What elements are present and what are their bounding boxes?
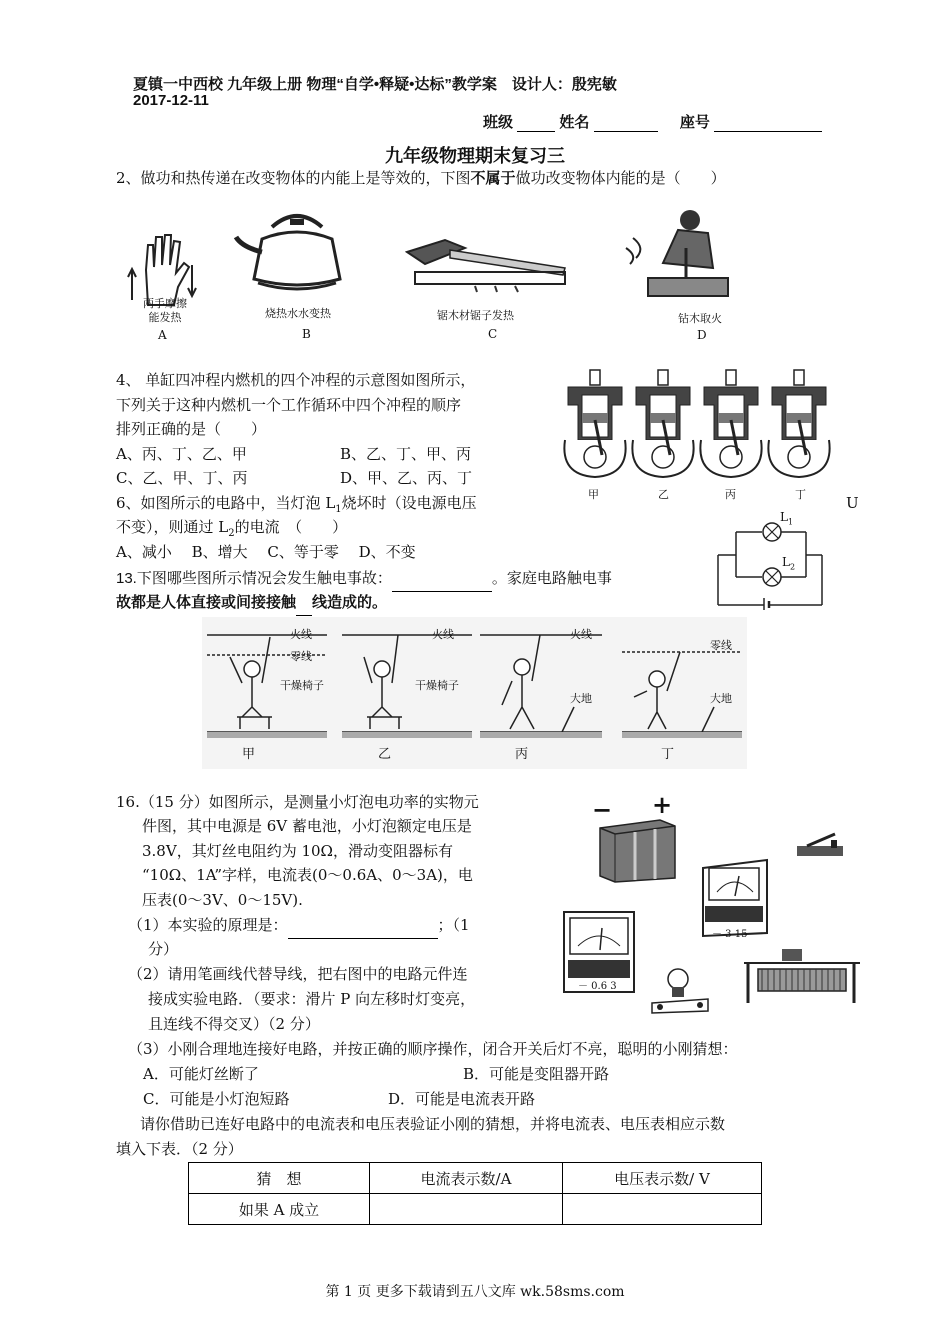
fig-c-letter: C [488,327,498,341]
q4-option-a: A、丙、丁、乙、甲 [116,445,247,463]
q16-option-d: D．可能是电流表开路 [388,1090,536,1108]
q2-stem [116,166,726,191]
q6-sub: 1 [335,504,342,515]
live-wire-label-2: 火线 [432,628,454,641]
ground-label-3: 大地 [570,692,592,705]
l2-sub: 2 [789,562,796,572]
header-line: 夏镇一中西校 九年级上册 物理“自学•释疑•达标”教学案 设计人：殷宪敏 [133,76,617,93]
q6-options: A、减小 B、增大 C、等于零 D、不变 [116,543,416,561]
student-info [483,111,822,132]
q6-text: 不变），则通过 L [116,518,229,536]
q13-text: 故都是人体直接或间接接触 [116,594,297,611]
q13-blank-1[interactable] [392,566,492,592]
shock-fig-yi: 乙 [378,747,392,762]
table-cell: 如果 A 成立 [189,1194,370,1225]
table-cell-input[interactable] [563,1194,762,1225]
page-footer: 第 1 页 更多下载请到五八文库 wk.58sms.com [325,1284,625,1300]
shock-fig-jia: 甲 [242,747,256,762]
circuit-l1-label [780,510,793,526]
fig-d-letter: D [697,328,707,342]
table-header-row [189,1163,762,1194]
q4-line3: 排列正确的是（ ） [116,420,267,438]
fig-b-letter: B [302,327,311,341]
q16-part1-text: （1）本实验的原理是： [128,916,288,934]
header-date: 2017-12-11 [133,92,209,109]
page-title: 九年级物理期末复习三 [385,146,565,167]
seat-blank[interactable] [714,114,822,132]
q16-ask-line1: 请你借助已连好电路中的电流表和电压表验证小刚的猜想，并将电流表、电压表相应示数 [140,1115,726,1133]
battery-plus-label: + [652,790,673,819]
q2-text: 2、做功和热传递在改变物体的内能上是等效的，下图 [116,169,471,187]
q4-option-d: D、甲、乙、丙、丁 [340,469,473,487]
q16-option-a: A．可能灯丝断了 [143,1065,259,1083]
switch-icon[interactable] [795,830,845,860]
voltmeter-terminals: － 3 15 [712,929,748,940]
shock-fig-bing: 丙 [515,747,529,762]
q16-part2-line1: （2）请用笔画线代替导线，把右图中的电路元件连 [128,965,468,983]
rheostat-icon[interactable] [742,945,862,1007]
seat-label: 座号 [679,114,710,131]
q16-line5: 压表(0～3V、0～15V). [142,891,303,909]
q13-text: 13.下图哪些图所示情况会发生触电事故： [116,570,392,587]
engine-cylinder-icon [564,370,625,477]
engine-label-jia: 甲 [588,488,599,501]
q16-line4: “10Ω、1A”字样，电流表(0～0.6A、0～3A)，电 [142,866,473,884]
engine-label-ding: 丁 [795,488,806,501]
q16-option-b: B．可能是变阻器开路 [463,1065,610,1083]
q13-text: 。家庭电路触电事 [491,570,612,587]
q2-emphasis: 不属于 [470,170,516,187]
q13-blank-2[interactable] [296,590,312,616]
q4-option-c: C、乙、甲、丁、丙 [116,469,248,487]
l1-text: L [780,510,788,524]
q16-ask-line2: 填入下表．（2 分） [116,1140,243,1158]
ground-label-4: 大地 [710,692,732,705]
q16-part2-line2: 接成实验电路．（要求：滑片 P 向左移时灯变亮， [148,990,476,1008]
table-header: 电压表示数/ V [563,1163,762,1194]
principle-blank[interactable] [288,913,438,939]
engine-label-bing: 丙 [725,488,736,501]
q6-sub: 2 [228,528,235,539]
q16-line1: 16.（15 分）如图所示，是测量小灯泡电功率的实物元 [116,793,479,811]
q6-text: 的电流 （ ） [234,518,348,536]
neutral-wire-label-4: 零线 [710,639,732,652]
fig-c-caption: 锯木材锯子发热 [437,309,514,322]
q13-text: 线造成的。 [312,594,388,611]
circuit-u-label: U [846,494,859,512]
fig-a-letter: A [158,328,167,342]
chair-label-1: 干燥椅子 [280,679,324,692]
live-wire-label-1: 火线 [290,628,312,641]
chair-label-2: 干燥椅子 [415,679,459,692]
q4-option-b: B、乙、丁、甲、丙 [340,445,472,463]
q16-part1-score: 分） [148,940,179,958]
parallel-circuit-diagram [712,510,827,610]
live-wire-label-3: 火线 [570,628,592,641]
q4-line1: 4、 单缸四冲程内燃机的四个冲程的示意图如图所示， [116,371,476,389]
q16-part1 [128,913,470,939]
l2-text: L [782,555,790,569]
class-blank[interactable] [517,114,555,132]
battery-icon[interactable] [595,818,680,883]
table-header: 猜 想 [189,1163,370,1194]
q16-part3: （3）小刚合理地连接好电路，并按正确的顺序操作，闭合开关后灯不亮，聪明的小刚猜想： [128,1040,738,1058]
shock-fig-ding: 丁 [661,747,675,762]
q6-text: 烧坏时（设电源电压 [341,494,477,512]
q16-line3: 3.8V，其灯丝电阻约为 10Ω，滑动变阻器标有 [142,842,453,860]
q13-line1 [116,566,612,592]
q4-line2: 下列关于这种内燃机一个工作循环中四个冲程的顺序 [116,396,462,414]
engine-label-yi: 乙 [658,488,669,501]
q6-text: 6、如图所示的电路中，当灯泡 L [116,494,336,512]
engine-diagram [560,365,835,500]
ammeter-terminals: － 0.6 3 [578,981,617,992]
circuit-l2-label [782,555,795,571]
fig-a-caption: 两手摩擦 能发热 [143,297,187,324]
l1-sub: 1 [787,517,794,527]
class-label: 班级 [483,114,514,131]
q13-line2 [116,590,387,616]
neutral-wire-label-1: 零线 [290,650,312,663]
kettle-icon [232,207,362,297]
q16-part1-text: ；（1 [437,916,470,934]
q16-line2: 件图，其中电源是 6V 蓄电池，小灯泡额定电压是 [142,817,472,835]
lamp-icon[interactable] [650,965,710,1015]
q16-option-c: C．可能是小灯泡短路 [143,1090,290,1108]
fig-d-caption: 钻木取火 [678,312,722,325]
fig-b-caption: 烧热水水变热 [265,307,331,320]
table-header: 电流表示数/A [370,1163,563,1194]
table-row [189,1194,762,1225]
name-blank[interactable] [594,114,658,132]
saw-icon [405,230,570,295]
battery-minus-label: − [592,795,613,824]
q2-text-end: 做功改变物体内能的是（ ） [515,169,726,187]
table-cell-input[interactable] [370,1194,563,1225]
fire-drill-icon [618,208,748,303]
answer-table [188,1162,762,1225]
q16-part2-line3: 且连线不得交叉）（2 分） [148,1015,320,1033]
name-label: 姓名 [559,114,590,131]
